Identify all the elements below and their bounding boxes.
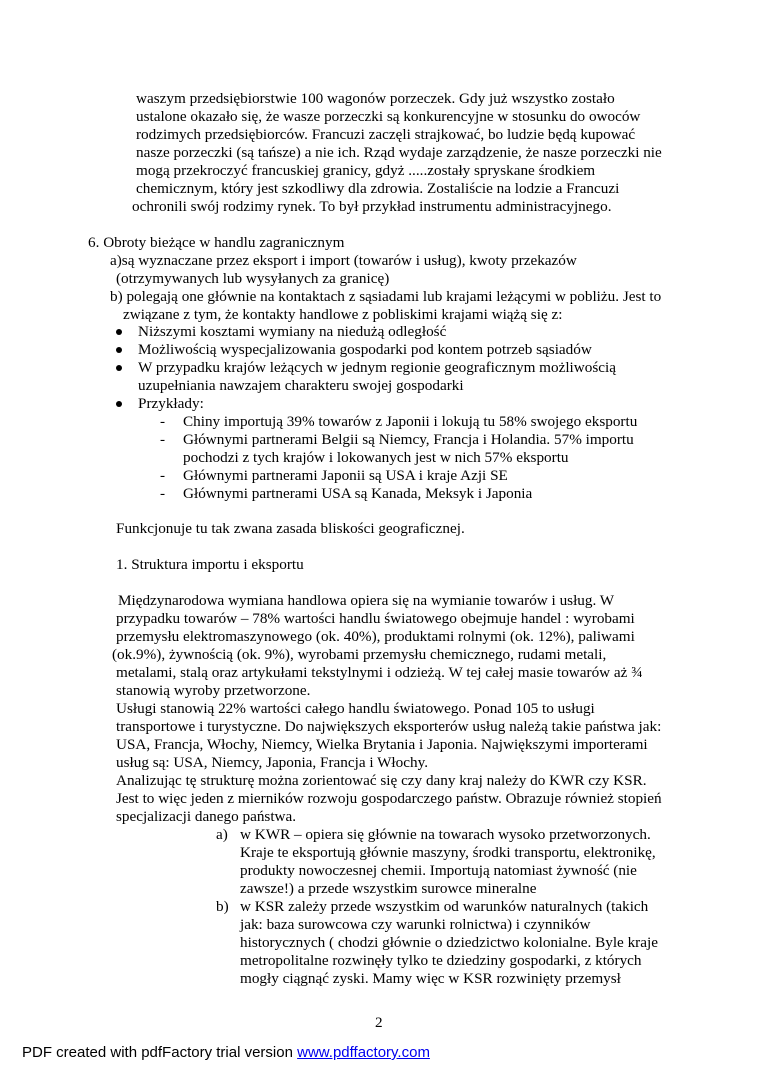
list-item: Chiny importują 39% towarów z Japonii i lokują tu 58% swojego eksportu [183,413,638,430]
text-line: ochronili swój rodzimy rynek. To był przykład instrumentu administracyjnego. [132,198,612,215]
bullet-icon [116,401,122,407]
text-line: stanowią wyroby przetworzone. [116,682,311,699]
dash-marker: - [160,431,166,448]
text-line: b) polegają one głównie na kontaktach z sąsiadami lub krajami leżącymi w pobliżu. Jest to [110,288,662,305]
list-item-continuation: pochodzi z tych krajów i lokowanych jest w nich 57% eksportu [183,449,569,466]
pdf-footer [22,1044,430,1062]
list-item: W przypadku krajów leżących w jednym regionie geograficznym możliwością [138,359,616,376]
footer-text: PDF created with pdfFactory trial version [22,1044,298,1061]
text-line: nasze porzeczki (są tańsze) a nie ich. Rząd wydaje zarządzenie, że nasze porzeczki nie [136,144,662,161]
text-line: chemicznym, który jest szkodliwy dla zdrowia. Zostaliście na lodzie a Francuzi [136,180,620,197]
list-marker: b) [216,898,229,915]
text-line: transportowe i turystyczne. Do największych eksporterów usług należą takie państwa jak: [116,718,662,735]
text-line: metalami, stalą oraz artykułami tekstylnymi i odzieżą. W tej całej masie towarów aż ¾ [116,664,643,681]
closing-sentence: Funkcjonuje tu tak zwana zasada bliskości geograficznej. [116,520,465,537]
text-line: usług są: USA, Niemcy, Japonia, Francja i Włochy. [116,754,428,771]
text-line: a)są wyznaczane przez eksport i import (towarów i usług), kwoty przekazów [110,252,577,269]
text-line: jak: baza surowcowa czy warunki rolnictwa) i czynników [240,916,591,933]
text-line: zawsze!) a przede wszystkim surowce mineralne [240,880,537,897]
text-line: rodzimych przedsiębiorców. Francuzi zaczęli strajkować, bo ludzie będą kupować [136,126,636,143]
list-item: Głównymi partnerami Japonii są USA i kraje Azji SE [183,467,508,484]
text-line: Analizując tę strukturę można zorientować się czy dany kraj należy do KWR czy KSR. [116,772,647,789]
list-item: Przykłady: [138,395,204,412]
page-number: 2 [375,1014,383,1031]
dash-marker: - [160,413,166,430]
section-heading: 1. Struktura importu i eksportu [116,556,304,573]
text-line: przypadku towarów – 78% wartości handlu światowego obejmuje handel : wyrobami [116,610,635,627]
section-heading: 6. Obroty bieżące w handlu zagranicznym [88,234,345,251]
text-line: związane z tym, że kontakty handlowe z pobliskimi krajami wiążą się z: [123,306,563,323]
text-line: (otrzymywanych lub wysyłanych za granicę) [116,270,390,287]
text-line: waszym przedsiębiorstwie 100 wagonów porzeczek. Gdy już wszystko zostało [136,90,615,107]
text-line: przemysłu elektromaszynowego (ok. 40%), produktami rolnymi (ok. 12%), paliwami [116,628,635,645]
text-line: historycznych ( chodzi głównie o dziedzictwo kolonialne. Byle kraje [240,934,658,951]
text-line: w KWR – opiera się głównie na towarach wysoko przetworzonych. [240,826,651,843]
text-line: mogły ciągnąć zyski. Mamy więc w KSR rozwinięty przemysł [240,970,621,987]
text-line: Międzynarodowa wymiana handlowa opiera się na wymianie towarów i usług. W [118,592,615,609]
text-line: specjalizacji danego państwa. [116,808,297,825]
bullet-icon [116,347,122,353]
list-item: Niższymi kosztami wymiany na niedużą odległość [138,323,447,340]
text-line: Kraje te eksportują głównie maszyny, środki transportu, elektronikę, [240,844,656,861]
text-line: mogą przekroczyć francuskiej granicy, gdyż .....zostały spryskane środkiem [136,162,596,179]
text-line: USA, Francja, Włochy, Niemcy, Wielka Brytania i Japonia. Największymi importerami [116,736,648,753]
list-marker: a) [216,826,228,843]
text-line: metropolitalne rozwinęły tylko te dziedziny gospodarki, z których [240,952,642,969]
bullet-icon [116,329,122,335]
list-item-continuation: uzupełniania nawzajem charakteru swojej gospodarki [138,377,464,394]
text-line: (ok.9%), żywnością (ok. 9%), wyrobami przemysłu chemicznego, rudami metali, [112,646,607,663]
dash-marker: - [160,467,166,484]
list-item: Głównymi partnerami Belgii są Niemcy, Francja i Holandia. 57% importu [183,431,634,448]
dash-marker: - [160,485,166,502]
footer-link[interactable]: www.pdffactory.com [297,1044,430,1061]
text-line: w KSR zależy przede wszystkim od warunków naturalnych (takich [240,898,649,915]
list-item: Możliwością wyspecjalizowania gospodarki pod kontem potrzeb sąsiadów [138,341,592,358]
text-line: Jest to więc jeden z mierników rozwoju gospodarczego państw. Obrazuje również stopień [116,790,662,807]
list-item: Głównymi partnerami USA są Kanada, Meksyk i Japonia [183,485,533,502]
text-line: Usługi stanowią 22% wartości całego handlu światowego. Ponad 105 to usługi [116,700,595,717]
text-line: ustalone okazało się, że wasze porzeczki są konkurencyjne w stosunku do owoców [136,108,641,125]
text-line: produkty nowoczesnej chemii. Importują natomiast żywność (nie [240,862,637,879]
bullet-icon [116,365,122,371]
